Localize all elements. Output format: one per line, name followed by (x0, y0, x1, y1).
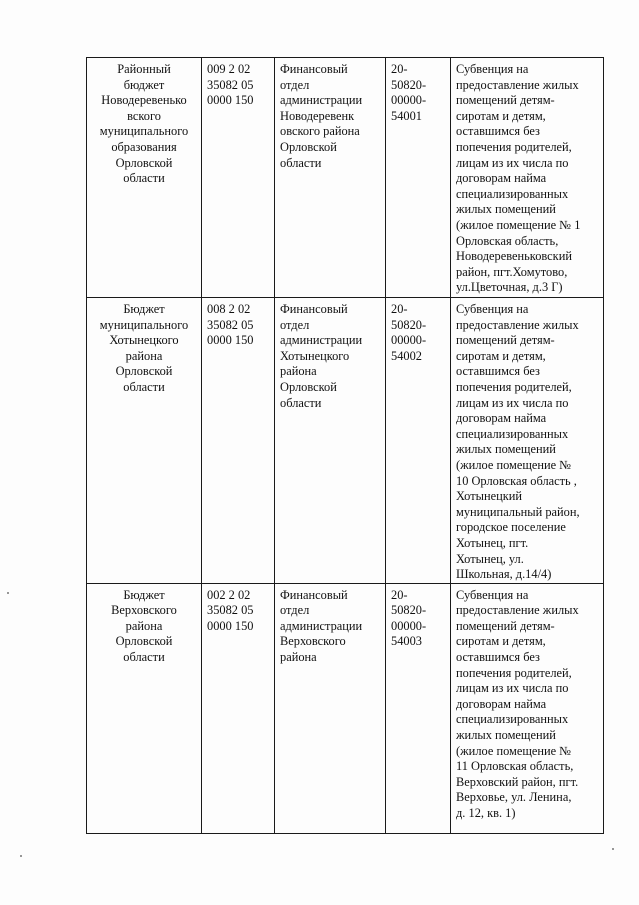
budget-cell (87, 58, 202, 298)
purpose-line: лицам из их числа по (456, 395, 569, 410)
purpose-line: Хотынецкий (456, 489, 522, 504)
purpose-line: договорам найма (456, 696, 547, 711)
administrator-line: администрации (280, 333, 363, 348)
administrator-cell (275, 298, 386, 584)
administrator-line: области (280, 155, 322, 170)
budget-line: Новодеревенько (101, 93, 187, 108)
budget-cell (87, 583, 202, 833)
purpose-line: оставшимся без (456, 650, 540, 665)
purpose-cell (451, 583, 604, 833)
purpose-line: 11 Орловская область, (456, 759, 574, 774)
target-code-cell (386, 583, 451, 833)
budget-line: Орловской (115, 634, 173, 649)
purpose-line: Орловская область, (456, 233, 559, 248)
purpose-line: жилых помещений (456, 202, 556, 217)
budget-code-line: 0000 150 (207, 333, 254, 348)
purpose-line: помещений детям- (456, 333, 555, 348)
purpose-line: сиротам и детям, (456, 348, 546, 363)
budget-line: Орловской (115, 364, 173, 379)
budget-line: образования (111, 139, 177, 154)
purpose-line: оставшимся без (456, 124, 540, 139)
target-code-line: 54003 (391, 634, 422, 649)
budget-code-cell (202, 583, 275, 833)
purpose-line: предоставление жилых (456, 317, 579, 332)
purpose-line: помещений детям- (456, 618, 555, 633)
purpose-line: Субвенция на (456, 302, 529, 316)
target-code-cell (386, 298, 451, 584)
budget-code-line: 009 2 02 (207, 62, 251, 76)
administrator-line: отдел (280, 603, 310, 618)
administrator-line: Орловской (280, 379, 337, 394)
budget-line: Бюджет (123, 302, 165, 316)
purpose-line: попечения родителей, (456, 665, 572, 680)
administrator-line: Финансовый (280, 62, 348, 76)
target-code-line: 50820- (391, 317, 427, 332)
administrator-line: Орловской (280, 139, 337, 154)
budget-code-line: 0000 150 (207, 93, 254, 108)
budget-line: Бюджет (123, 587, 165, 602)
administrator-line: отдел (280, 77, 310, 92)
subvention-table (86, 57, 604, 834)
purpose-line: договорам найма (456, 411, 547, 426)
budget-line: Орловской (115, 155, 173, 170)
purpose-line: специализированных (456, 426, 569, 441)
purpose-line: (жилое помещение № (456, 457, 572, 472)
budget-line: бюджет (123, 77, 165, 92)
target-code-cell (386, 58, 451, 298)
purpose-line: Субвенция на (456, 587, 529, 602)
budget-line: области (123, 379, 165, 394)
budget-line: Районный (117, 62, 171, 76)
budget-line: района (125, 618, 163, 633)
purpose-line: Хотынец, пгт. (456, 535, 529, 550)
administrator-line: Новодеревенк (280, 108, 355, 123)
administrator-line: администрации (280, 618, 363, 633)
administrator-line: администрации (280, 93, 363, 108)
administrator-line: отдел (280, 317, 310, 332)
table-row (87, 298, 604, 584)
budget-code-line: 002 2 02 (207, 587, 251, 602)
budget-line: Хотынецкого (109, 333, 179, 348)
purpose-line: (жилое помещение № (456, 743, 572, 758)
administrator-line: области (280, 395, 322, 410)
target-code-line: 20- (391, 62, 408, 76)
purpose-line: ул.Цветочная, д.3 Г) (456, 280, 563, 295)
budget-code-line: 35082 05 (207, 603, 254, 618)
purpose-line: (жилое помещение № 1 (456, 217, 581, 232)
target-code-line: 54001 (391, 108, 422, 123)
purpose-line: Верховский район, пгт. (456, 774, 579, 789)
purpose-line: Верховье, ул. Ленина, (456, 790, 572, 805)
table-body (87, 58, 604, 834)
purpose-line: специализированных (456, 186, 569, 201)
purpose-line: Новодеревеньковский (456, 249, 572, 264)
target-code-line: 54002 (391, 348, 422, 363)
purpose-line: лицам из их числа по (456, 155, 569, 170)
budget-line: Верховского (111, 603, 177, 618)
purpose-line: муниципальный район, (456, 504, 580, 519)
administrator-line: Финансовый (280, 587, 348, 602)
purpose-line: Субвенция на (456, 62, 529, 76)
purpose-cell (451, 298, 604, 584)
purpose-line: д. 12, кв. 1) (456, 806, 516, 820)
administrator-cell (275, 58, 386, 298)
purpose-line: специализированных (456, 712, 569, 727)
purpose-line: сиротам и детям, (456, 108, 546, 123)
purpose-cell (451, 58, 604, 298)
administrator-line: Финансовый (280, 302, 348, 316)
target-code-line: 20- (391, 302, 408, 316)
budget-code-line: 008 2 02 (207, 302, 251, 316)
budget-line: района (125, 348, 163, 363)
budget-line: муниципального (99, 317, 189, 332)
administrator-line: овского района (280, 124, 360, 139)
scan-speck (7, 592, 9, 594)
target-code-line: 00000- (391, 93, 427, 108)
budget-line: области (123, 650, 165, 665)
budget-cell (87, 298, 202, 584)
administrator-cell (275, 583, 386, 833)
purpose-line: попечения родителей, (456, 379, 572, 394)
purpose-line: помещений детям- (456, 93, 555, 108)
budget-code-line: 0000 150 (207, 618, 254, 633)
administrator-line: Верховского (280, 634, 346, 649)
budget-code-cell (202, 298, 275, 584)
target-code-line: 00000- (391, 618, 427, 633)
budget-line: области (123, 171, 165, 186)
purpose-line: жилых помещений (456, 728, 556, 743)
table-row (87, 58, 604, 298)
target-code-line: 20- (391, 587, 408, 602)
administrator-line: района (280, 650, 317, 665)
purpose-line: жилых помещений (456, 442, 556, 457)
purpose-line: договорам найма (456, 171, 547, 186)
purpose-line: Хотынец, ул. (456, 551, 524, 566)
purpose-line: предоставление жилых (456, 77, 579, 92)
scan-speck (612, 848, 614, 850)
target-code-line: 50820- (391, 603, 427, 618)
administrator-line: Хотынецкого (280, 348, 350, 363)
purpose-line: оставшимся без (456, 364, 540, 379)
target-code-line: 50820- (391, 77, 427, 92)
purpose-line: лицам из их числа по (456, 681, 569, 696)
purpose-line: предоставление жилых (456, 603, 579, 618)
budget-code-line: 35082 05 (207, 317, 254, 332)
administrator-line: района (280, 364, 317, 379)
purpose-line: городское поселение (456, 520, 566, 535)
budget-line: вского (127, 108, 161, 123)
purpose-line: попечения родителей, (456, 139, 572, 154)
table-row (87, 583, 604, 833)
purpose-line: сиротам и детям, (456, 634, 546, 649)
scan-speck (20, 855, 22, 857)
budget-code-line: 35082 05 (207, 77, 254, 92)
budget-line: муниципального (99, 124, 189, 139)
target-code-line: 00000- (391, 333, 427, 348)
purpose-line: 10 Орловская область , (456, 473, 577, 488)
budget-code-cell (202, 58, 275, 298)
purpose-line: Школьная, д.14/4) (456, 567, 552, 582)
purpose-line: район, пгт.Хомутово, (456, 264, 568, 279)
